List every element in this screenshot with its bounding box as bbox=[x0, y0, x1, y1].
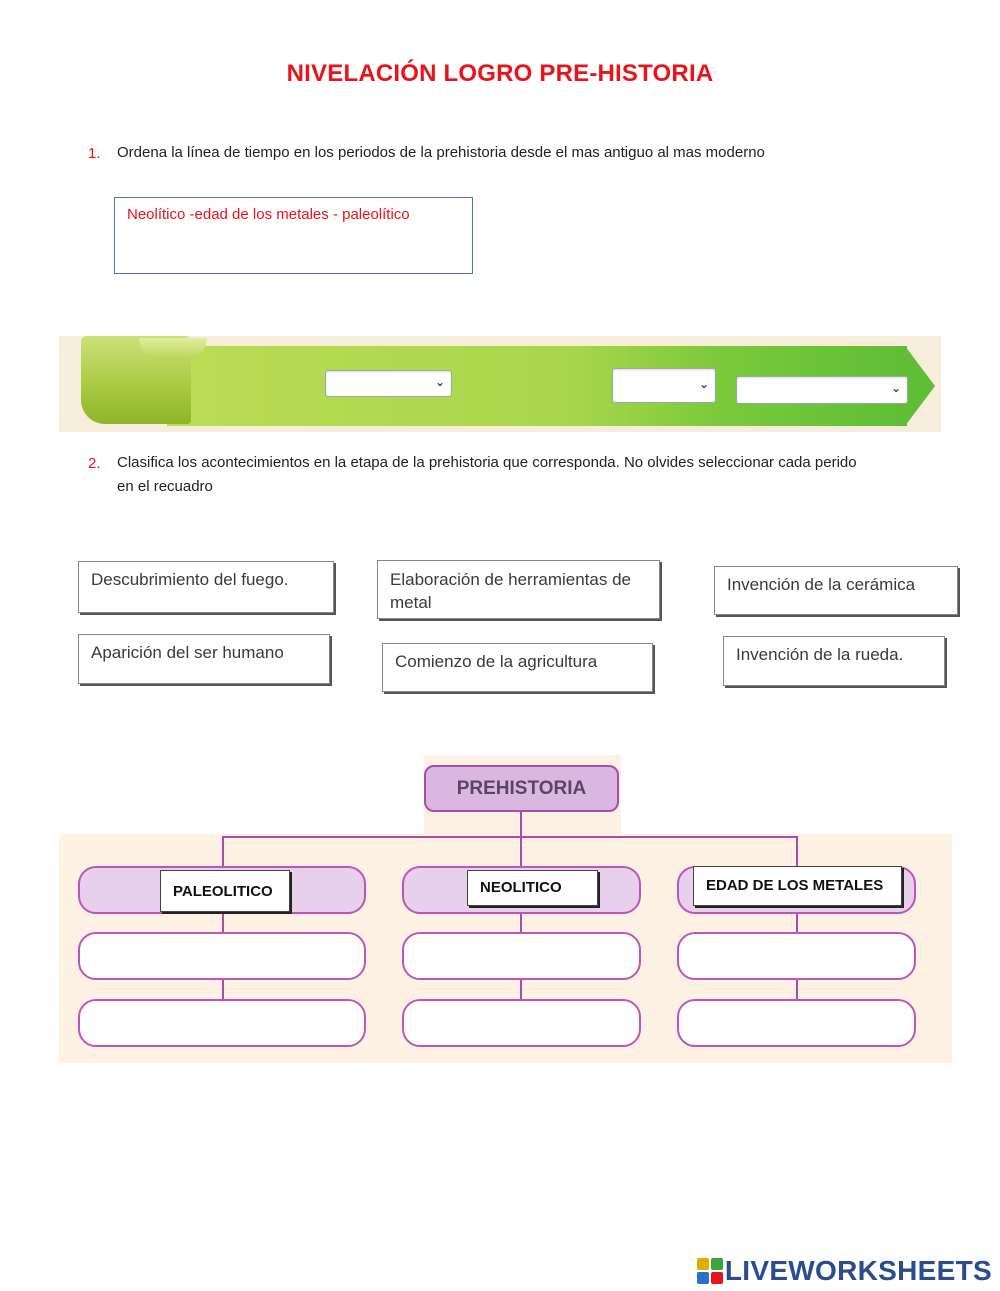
page-title: NIVELACIÓN LOGRO PRE-HISTORIA bbox=[286, 60, 714, 87]
connector-right-1 bbox=[796, 912, 798, 932]
connector-right bbox=[796, 836, 798, 866]
timeline-select-3[interactable] bbox=[736, 376, 908, 404]
drop-zone-neolitico-1[interactable] bbox=[402, 932, 641, 980]
connector-left bbox=[222, 836, 224, 866]
connector-horizontal bbox=[222, 836, 798, 838]
question-1-number: 1. bbox=[88, 145, 101, 162]
connector-center-2 bbox=[520, 978, 522, 1000]
period-label-neolitico[interactable]: NEOLITICO bbox=[467, 870, 598, 906]
timeline-arrow-icon bbox=[905, 346, 935, 426]
drop-zone-metales-1[interactable] bbox=[677, 932, 916, 980]
logo-icon bbox=[697, 1258, 723, 1284]
question-2-text-line-2: en el recuadro bbox=[117, 478, 213, 495]
connector-left-1 bbox=[222, 912, 224, 932]
chevron-down-icon: ⌄ bbox=[434, 375, 445, 389]
event-card-metal-tools[interactable]: Elaboración de herramientas de metal bbox=[377, 560, 660, 619]
question-2-number: 2. bbox=[88, 455, 101, 472]
chevron-down-icon: ⌄ bbox=[890, 381, 901, 395]
event-card-ceramics[interactable]: Invención de la cerámica bbox=[714, 566, 958, 615]
connector-right-2 bbox=[796, 978, 798, 1000]
timeline-select-2[interactable] bbox=[612, 368, 716, 403]
drop-zone-metales-2[interactable] bbox=[677, 999, 916, 1047]
drop-zone-paleolitico-1[interactable] bbox=[78, 932, 366, 980]
connector-center bbox=[520, 836, 522, 866]
event-card-wheel[interactable]: Invención de la rueda. bbox=[723, 636, 945, 686]
answer-text: Neolítico -edad de los metales - paleolítico bbox=[127, 206, 410, 223]
drop-zone-neolitico-2[interactable] bbox=[402, 999, 641, 1047]
timeline-select-1[interactable] bbox=[325, 370, 452, 397]
period-label-metales[interactable]: EDAD DE LOS METALES bbox=[693, 866, 902, 906]
event-card-agriculture[interactable]: Comienzo de la agricultura bbox=[382, 643, 653, 692]
period-label-paleolitico[interactable]: PALEOLITICO bbox=[160, 870, 290, 912]
event-card-fire[interactable]: Descubrimiento del fuego. bbox=[78, 561, 334, 613]
question-2-text-line-1: Clasifica los acontecimientos en la etapa de la prehistoria que corresponda. No olvides seleccionar cada perido bbox=[117, 454, 857, 471]
question-1-text: Ordena la línea de tiempo en los periodos de la prehistoria desde el mas antiguo al mas moderno bbox=[117, 144, 765, 161]
event-card-human-appearance[interactable]: Aparición del ser humano bbox=[78, 634, 330, 684]
connector-center-1 bbox=[520, 912, 522, 932]
connector-left-2 bbox=[222, 978, 224, 1000]
root-node-prehistoria: PREHISTORIA bbox=[424, 765, 619, 812]
logo-text: LIVEWORKSHEETS bbox=[724, 1255, 992, 1286]
chevron-down-icon: ⌄ bbox=[698, 377, 709, 391]
liveworksheets-logo bbox=[697, 1254, 992, 1288]
drop-zone-paleolitico-2[interactable] bbox=[78, 999, 366, 1047]
answer-text-box[interactable] bbox=[114, 197, 473, 274]
connector-root bbox=[520, 812, 522, 838]
